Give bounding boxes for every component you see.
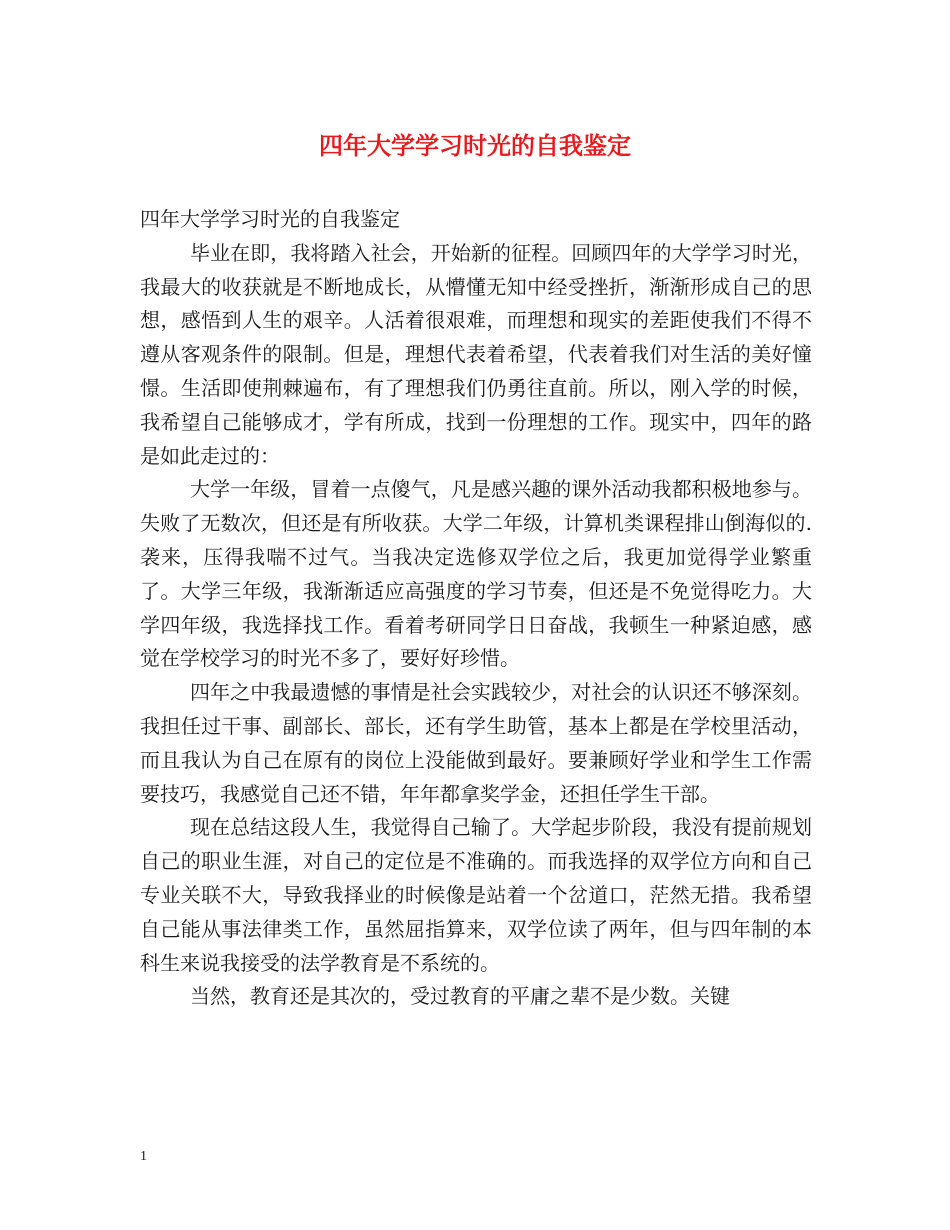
paragraph-2: 大学一年级，冒着一点傻气，凡是感兴趣的课外活动我都积极地参与。失败了无数次，但还是有所收获。大学二年级，计算机类课程排山倒海似的.袭来，压得我喘不过气。当我决定选修双学位之后，我更加觉得学业繁重了。大学三年级，我渐渐适应高强度的学习节奏，但还是不免觉得吃力。大学四年级，我选择找工作。看着考研同学日日奋战，我顿生一种紧迫感，感觉在学校学习的时光不多了，要好好珍惜。 [140,477,812,671]
paragraph-5: 当然，教育还是其次的，受过教育的平庸之辈不是少数。关键 [190,984,730,1009]
page-number: 1 [140,1149,147,1164]
document-body [140,203,812,1014]
paragraph-3: 四年之中我最遗憾的事情是社会实践较少，对社会的认识还不够深刻。我担任过干事、副部长、部长，还有学生助管，基本上都是在学校里活动，而且我认为自己在原有的岗位上没能做到最好。要兼顾好学业和学生工作需要技巧，我感觉自己还不错，年年都拿奖学金，还担任学生干部。 [140,680,812,806]
document-title: 四年大学学习时光的自我鉴定 [319,131,631,160]
paragraph-4: 现在总结这段人生，我觉得自己输了。大学起步阶段，我没有提前规划自己的职业生涯，对自己的定位是不准确的。而我选择的双学位方向和自己专业关联不大，导致我择业的时候像是站着一个岔道口，茫然无措。我希望自己能从事法律类工作，虽然屈指算来，双学位读了两年，但与四年制的本科生来说我接受的法学教育是不系统的。 [140,815,812,975]
heading-line: 四年大学学习时光的自我鉴定 [140,207,400,231]
paragraph-1: 毕业在即，我将踏入社会，开始新的征程。回顾四年的大学学习时光，我最大的收获就是不断地成长，从懵懂无知中经受挫折，渐渐形成自己的思想，感悟到人生的艰辛。人活着很艰难，而理想和现实的差距使我们不得不遵从客观条件的限制。但是，理想代表着希望，代表着我们对生活的美好憧憬。生活即使荆棘遍布，有了理想我们仍勇往直前。所以，刚入学的时候，我希望自己能够成才，学有所成，找到一份理想的工作。现实中，四年的路是如此走过的： [140,240,812,468]
